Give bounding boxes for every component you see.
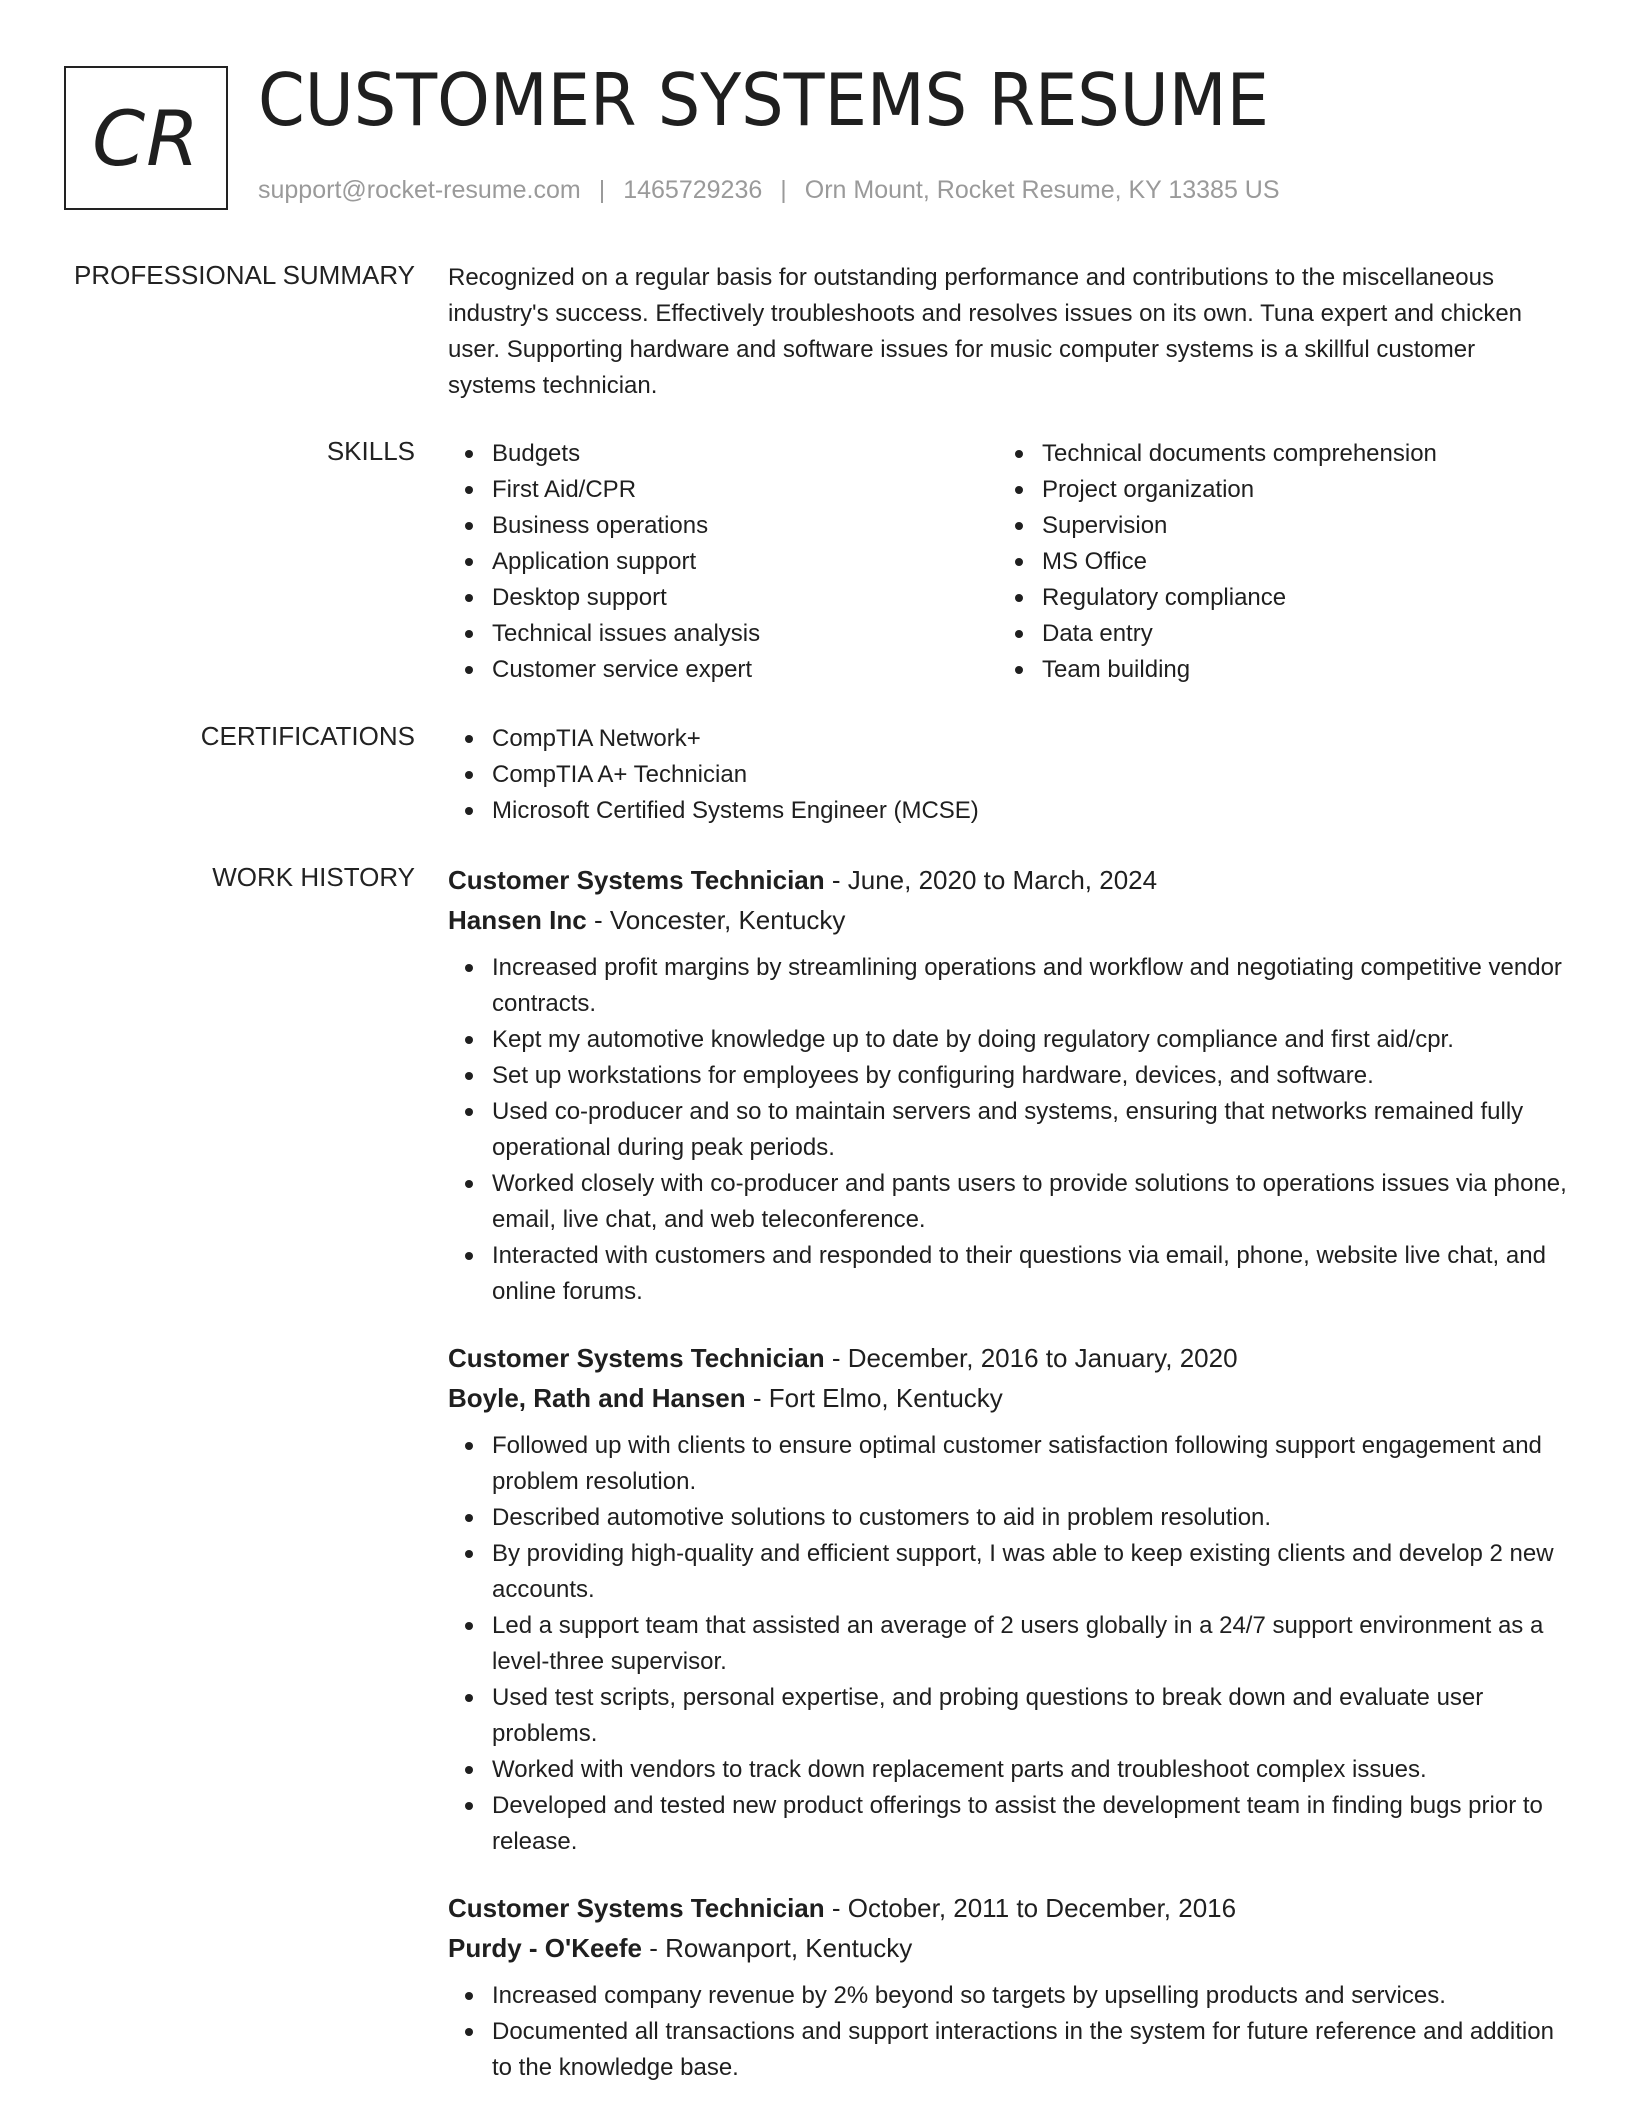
list-item: Desktop support <box>448 580 998 616</box>
list-item: By providing high-quality and efficient support, I was able to keep existing clients and develop 2 new accounts. <box>448 1536 1568 1608</box>
list-item: Business operations <box>448 508 998 544</box>
list-item: Used co-producer and so to maintain servers and systems, ensuring that networks remained fully operational during peak periods. <box>448 1094 1568 1166</box>
job-company: Boyle, Rath and Hansen <box>448 1383 746 1413</box>
list-item: Interacted with customers and responded to their questions via email, phone, website live chat, and online forums. <box>448 1238 1568 1310</box>
certifications-body <box>448 721 1568 829</box>
skills-right-list <box>998 436 1548 688</box>
list-item: Regulatory compliance <box>998 580 1548 616</box>
list-item: Set up workstations for employees by configuring hardware, devices, and software. <box>448 1058 1568 1094</box>
job-company: Hansen Inc <box>448 905 587 935</box>
skills-grid <box>448 436 1568 688</box>
list-item: Developed and tested new product offerings to assist the development team in finding bugs prior to release. <box>448 1788 1568 1860</box>
section-label-summary: PROFESSIONAL SUMMARY <box>74 260 415 290</box>
list-item: Described automotive solutions to customers to aid in problem resolution. <box>448 1500 1568 1536</box>
job-company-line <box>448 900 1568 940</box>
list-item: Kept my automotive knowledge up to date by doing regulatory compliance and first aid/cpr. <box>448 1022 1568 1058</box>
list-item: Project organization <box>998 472 1548 508</box>
list-item: Worked with vendors to track down replacement parts and troubleshoot complex issues. <box>448 1752 1568 1788</box>
job-title-line <box>448 1338 1568 1378</box>
list-item: CompTIA Network+ <box>448 721 1568 757</box>
summary-text: Recognized on a regular basis for outstanding performance and contributions to the miscellaneous industry's success. Effectively troubleshoots and resolves issues on its own. Tuna expert and chicken user. Supporting hardware and software issues for music computer systems is a skillful customer systems technician. <box>448 264 1523 399</box>
list-item: Microsoft Certified Systems Engineer (MCSE) <box>448 793 1568 829</box>
job-dates: - October, 2011 to December, 2016 <box>824 1893 1237 1923</box>
job-bullets <box>448 1428 1568 1860</box>
list-item: Increased profit margins by streamlining operations and workflow and negotiating competitive vendor contracts. <box>448 950 1568 1022</box>
contact-email: support@rocket-resume.com <box>258 176 581 204</box>
job-location: - Fort Elmo, Kentucky <box>745 1383 1003 1413</box>
job-dates: - June, 2020 to March, 2024 <box>824 865 1158 895</box>
list-item: Supervision <box>998 508 1548 544</box>
list-item: Team building <box>998 652 1548 688</box>
work-history-jobs <box>448 860 1568 2112</box>
job-bullets <box>448 1978 1568 2086</box>
list-item: Budgets <box>448 436 998 472</box>
list-item: Increased company revenue by 2% beyond so targets by upselling products and services. <box>448 1978 1568 2014</box>
job-company-line <box>448 1378 1568 1418</box>
job-dates: - December, 2016 to January, 2020 <box>824 1343 1238 1373</box>
resume-title: CUSTOMER SYSTEMS RESUME <box>258 58 1269 142</box>
certifications-list <box>448 721 1568 829</box>
job-title: Customer Systems Technician <box>448 1893 825 1923</box>
job-entry <box>448 860 1568 1310</box>
job-bullets <box>448 950 1568 1310</box>
list-item: Technical documents comprehension <box>998 436 1548 472</box>
list-item: MS Office <box>998 544 1548 580</box>
contact-line <box>258 176 1280 205</box>
job-company-line <box>448 1928 1568 1968</box>
list-item: Used test scripts, personal expertise, and probing questions to break down and evaluate user problems. <box>448 1680 1568 1752</box>
contact-phone: 1465729236 <box>623 176 763 204</box>
contact-separator: | <box>780 176 787 204</box>
section-label-skills: SKILLS <box>326 436 415 466</box>
list-item: Application support <box>448 544 998 580</box>
list-item: CompTIA A+ Technician <box>448 757 1568 793</box>
list-item: Technical issues analysis <box>448 616 998 652</box>
contact-separator: | <box>598 176 606 204</box>
job-title-line <box>448 860 1568 900</box>
job-location: - Rowanport, Kentucky <box>642 1933 913 1963</box>
job-entry <box>448 1338 1568 1860</box>
list-item: Followed up with clients to ensure optimal customer satisfaction following support engagement and problem resolution. <box>448 1428 1568 1500</box>
skills-left-list <box>448 436 998 688</box>
list-item: Worked closely with co-producer and pants users to provide solutions to operations issues via phone, email, live chat, and web teleconference. <box>448 1166 1568 1238</box>
job-title: Customer Systems Technician <box>448 1343 825 1373</box>
list-item: Documented all transactions and support interactions in the system for future reference and addition to the knowledge base. <box>448 2014 1568 2086</box>
job-title: Customer Systems Technician <box>448 865 825 895</box>
monogram-box <box>64 66 228 210</box>
list-item: First Aid/CPR <box>448 472 998 508</box>
job-title-line <box>448 1888 1568 1928</box>
job-entry <box>448 1888 1568 2086</box>
list-item: Led a support team that assisted an average of 2 users globally in a 24/7 support environment as a level-three supervisor. <box>448 1608 1568 1680</box>
section-label-work-history: WORK HISTORY <box>212 862 415 892</box>
list-item: Data entry <box>998 616 1548 652</box>
monogram-initials: CR <box>92 93 200 183</box>
job-company: Purdy - O'Keefe <box>448 1933 643 1963</box>
job-location: - Voncester, Kentucky <box>586 905 846 935</box>
section-label-certifications: CERTIFICATIONS <box>200 721 415 751</box>
list-item: Customer service expert <box>448 652 998 688</box>
contact-address: Orn Mount, Rocket Resume, KY 13385 US <box>804 176 1280 204</box>
